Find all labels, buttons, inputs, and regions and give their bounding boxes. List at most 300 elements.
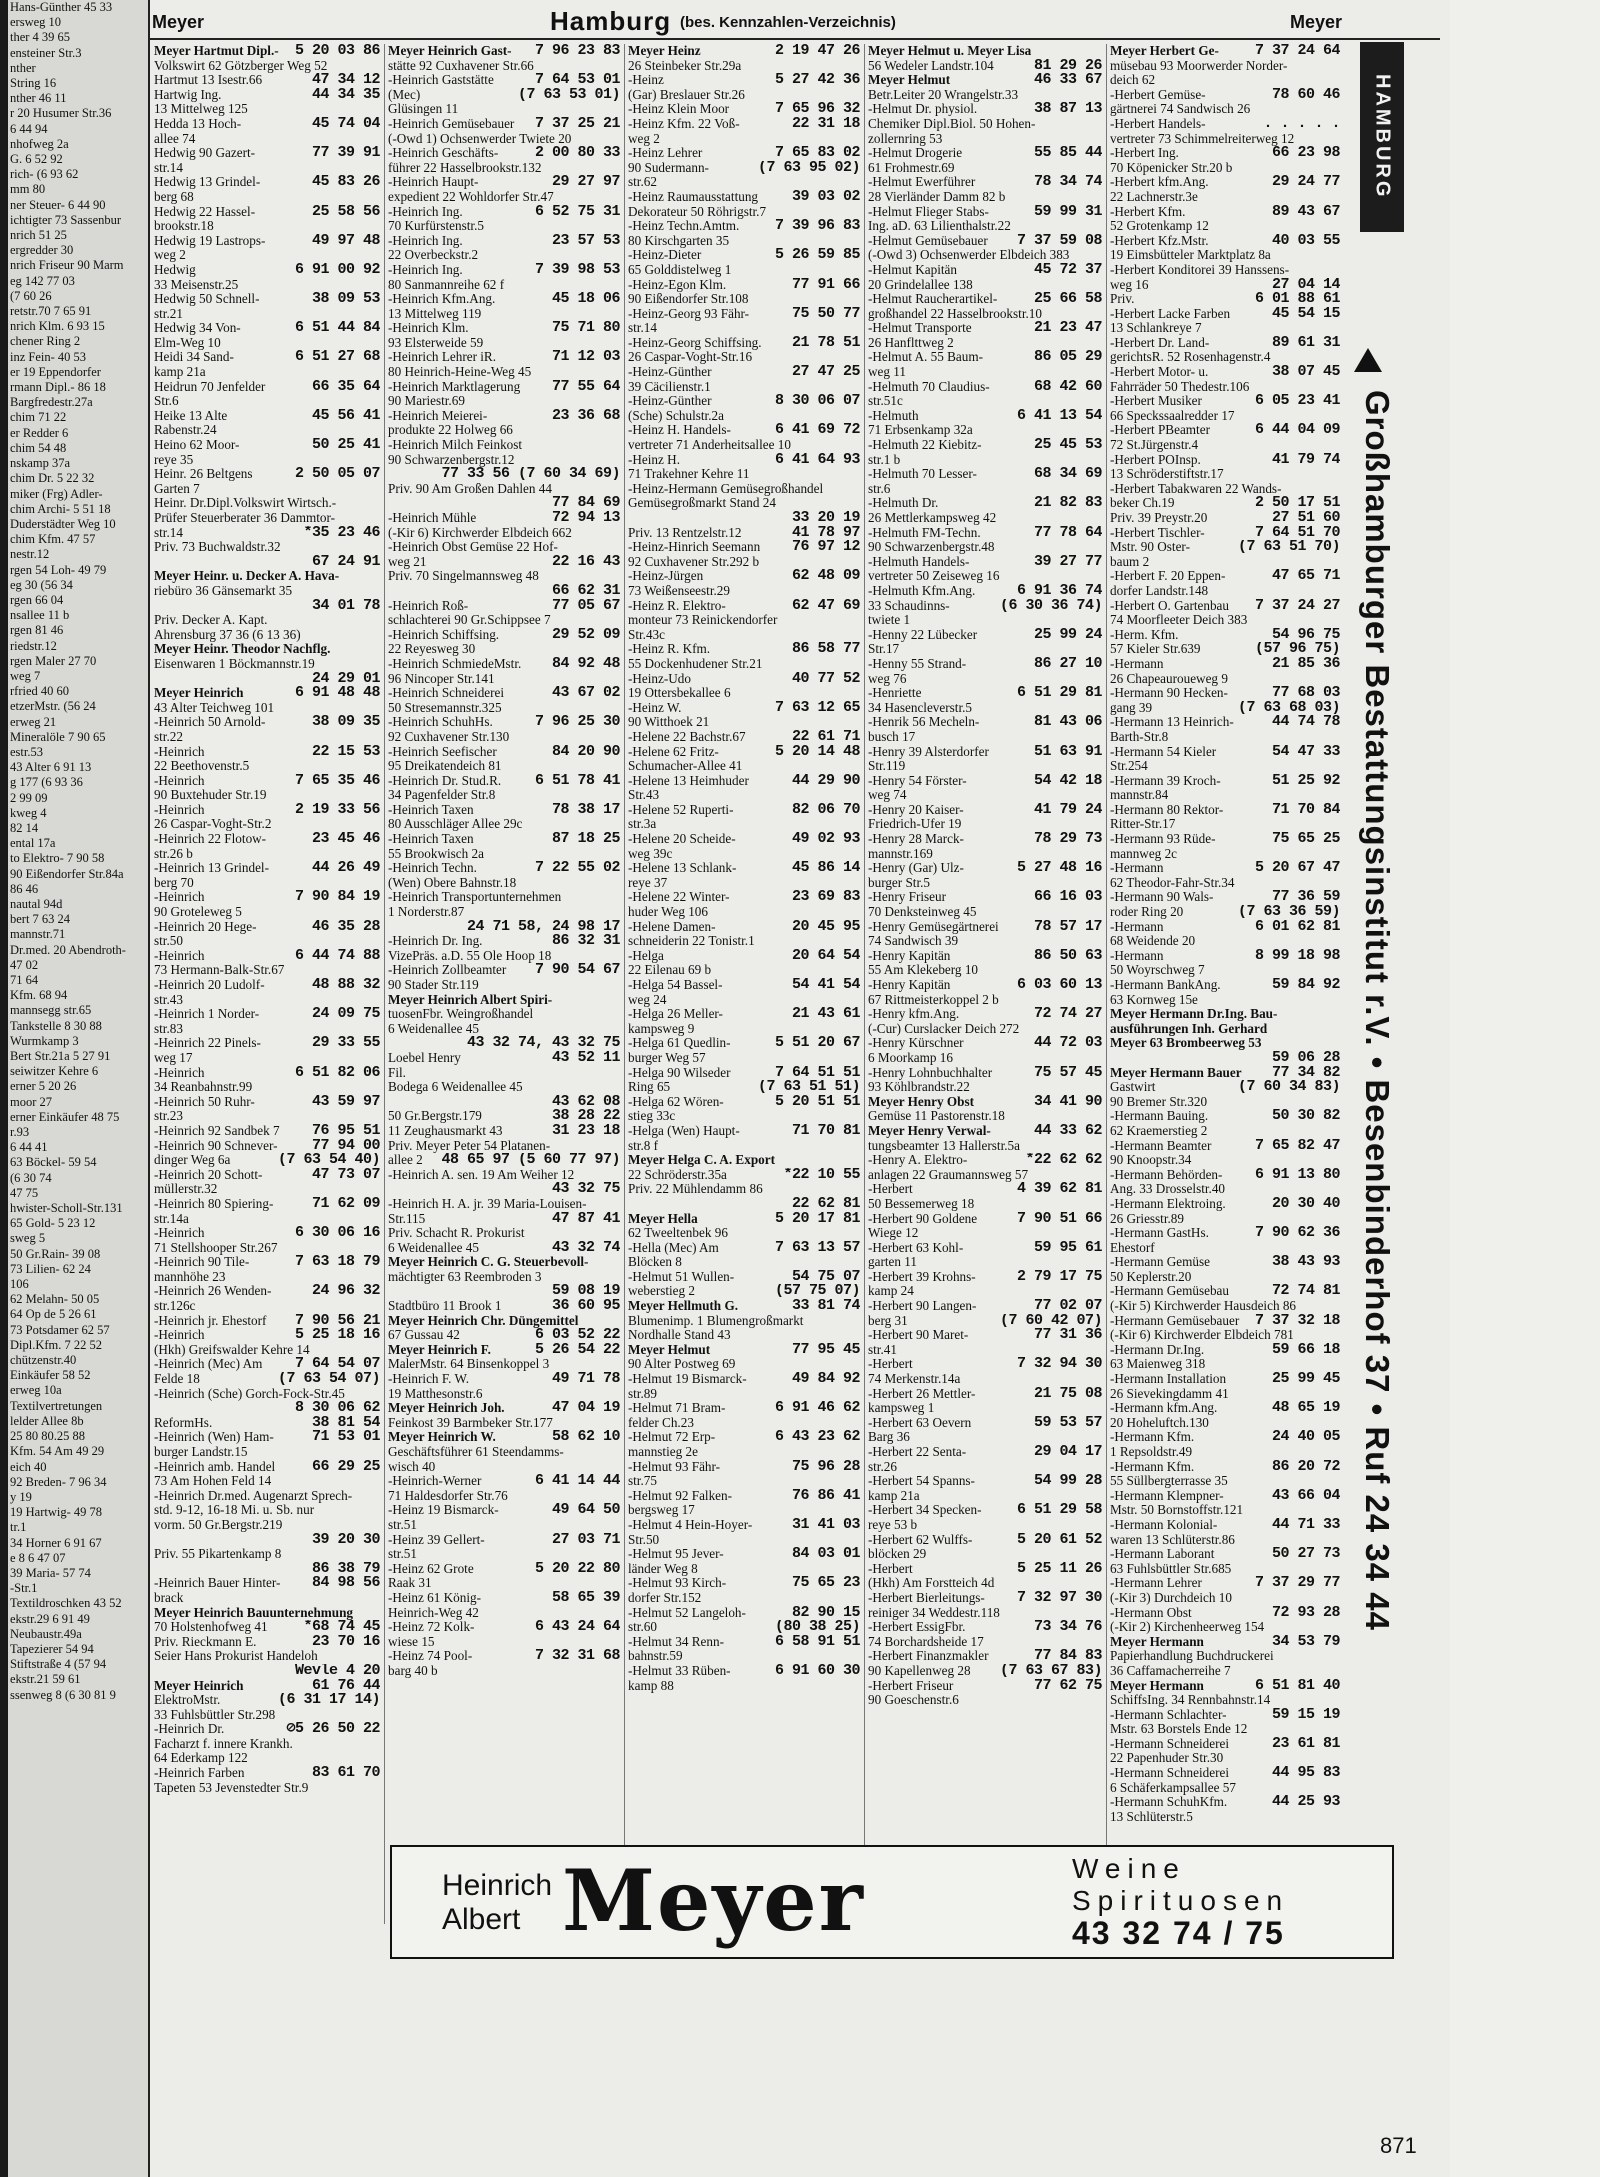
listing-text: 70 Denksteinweg 45 xyxy=(868,905,977,920)
listing-line xyxy=(628,1606,860,1621)
phone-number: 5 25 11 26 xyxy=(1016,1561,1102,1577)
listing-line xyxy=(628,584,860,599)
phone-number: 6 91 00 92 xyxy=(294,262,380,278)
listing-line xyxy=(388,146,620,161)
listing-text: 71 Haldesdorfer Str.76 xyxy=(388,1488,508,1503)
phone-number: 47 87 41 xyxy=(551,1211,620,1227)
listing-line xyxy=(1110,292,1340,307)
listing-text: -Heinrich H. A. jr. 39 Maria-Louisen- xyxy=(388,1196,587,1211)
listing-line xyxy=(1110,540,1340,555)
listing-text: -Herbert Tischler- xyxy=(1110,525,1205,540)
phone-number: 77 68 03 xyxy=(1271,686,1340,701)
phone-number: 77 78 64 xyxy=(1033,525,1102,541)
listing-line xyxy=(868,934,1102,949)
listing-text: Meyer Henry Obst xyxy=(868,1094,974,1109)
prev-page-line: moor 27 xyxy=(10,1094,53,1109)
listing-text: -Herbert 22 Senta- xyxy=(868,1445,967,1459)
listing-line xyxy=(868,1635,1102,1650)
listing-text: -Heinrich Ing. xyxy=(388,262,463,277)
prev-page-line: (6 30 74 xyxy=(10,1170,52,1185)
listing-line xyxy=(388,496,620,511)
phone-number: 6 91 46 62 xyxy=(774,1401,860,1416)
phone-number: 76 97 12 xyxy=(791,540,860,555)
phone-number: 8 99 18 98 xyxy=(1254,948,1340,964)
listing-text: länder Weg 8 xyxy=(628,1561,698,1576)
listing-line xyxy=(388,949,620,964)
listing-line xyxy=(154,1416,380,1431)
phone-number: 25 99 24 xyxy=(1033,627,1102,643)
listing-text: -Henry Lohnbuchhalter xyxy=(868,1065,993,1080)
listing-text: waren 13 Schlüterstr.86 xyxy=(1110,1532,1235,1547)
listing-text: berg 70 xyxy=(154,875,194,890)
listing-line xyxy=(868,248,1102,263)
phone-number: 78 38 17 xyxy=(551,802,620,818)
listing-text: 90 Groteleweg 5 xyxy=(154,905,242,920)
listing-line xyxy=(868,832,1102,847)
phone-number: 44 74 78 xyxy=(1271,715,1340,730)
listing-line xyxy=(1110,423,1340,438)
prev-page-line: y 19 xyxy=(10,1489,32,1504)
phone-number: 49 02 93 xyxy=(791,832,860,847)
listing-line xyxy=(868,336,1102,351)
prev-page-line: weg 7 xyxy=(10,668,41,683)
listing-text: -Helmuth 70 Lesser- xyxy=(868,467,977,482)
listing-text: ReformHs. xyxy=(154,1415,213,1430)
listing-line xyxy=(868,1270,1102,1285)
listing-text: weg 24 xyxy=(628,992,667,1007)
phone-number: 58 62 10 xyxy=(551,1430,620,1445)
listing-line xyxy=(388,1270,620,1285)
listing-line xyxy=(1110,1474,1340,1489)
listing-line xyxy=(628,1635,860,1650)
listing-text: Meyer Heinrich W. xyxy=(388,1430,496,1445)
listing-text xyxy=(154,1562,157,1576)
listing-text: -Hermann Gemüsebau xyxy=(1110,1284,1230,1299)
phone-number: 2 79 17 75 xyxy=(1016,1269,1102,1285)
listing-line xyxy=(388,102,620,117)
listing-text: -Heinrich 13 Grindel- xyxy=(154,861,269,876)
listing-text: Priv. xyxy=(1110,292,1135,307)
listing-text: -Hermann Schlachter- xyxy=(1110,1707,1227,1722)
listing-text: Priv. Schacht R. Prokurist xyxy=(388,1226,525,1241)
listing-line xyxy=(628,774,860,789)
listing-line xyxy=(1110,132,1340,147)
listing-line xyxy=(1110,59,1340,74)
listing-text: Raak 31 xyxy=(388,1576,432,1591)
phone-number: 38 09 53 xyxy=(311,292,380,307)
listing-line xyxy=(868,1197,1102,1212)
listing-text: -Hermann Bauing. xyxy=(1110,1109,1209,1124)
listing-text: str.14a xyxy=(154,1211,189,1226)
listing-line xyxy=(1110,1299,1340,1314)
phone-number: 54 99 28 xyxy=(1033,1474,1102,1489)
phone-number: 8 30 06 07 xyxy=(774,394,860,409)
listing-text: ausführungen Inh. Gerhard xyxy=(1110,1021,1268,1036)
listing-line xyxy=(868,1518,1102,1533)
prev-page-line: tr.1 xyxy=(10,1520,27,1535)
listing-line xyxy=(388,1664,620,1679)
listing-text: -Herbert Friseur xyxy=(868,1678,954,1693)
listing-line xyxy=(628,876,860,891)
listing-line xyxy=(628,423,860,438)
listing-line xyxy=(868,1503,1102,1518)
listing-text: Fahrräder 50 Thedestr.106 xyxy=(1110,379,1250,394)
listing-text: 62 Kraemerstieg 2 xyxy=(1110,1123,1208,1138)
listing-text: kamp 88 xyxy=(628,1678,674,1693)
listing-text: Priv. 55 Pikartenkamp 8 xyxy=(154,1547,282,1562)
phone-number: 75 57 45 xyxy=(1033,1065,1102,1081)
listing-line xyxy=(868,584,1102,599)
listing-line xyxy=(388,1284,620,1299)
listing-text: garten 11 xyxy=(868,1255,917,1270)
listing-line xyxy=(388,453,620,468)
listing-text: -Hermann Schneiderei xyxy=(1110,1766,1230,1781)
listing-line xyxy=(154,1635,380,1650)
listing-line xyxy=(868,1357,1102,1372)
listing-line xyxy=(628,1416,860,1431)
listing-text: 26 Hanflttweg 2 xyxy=(868,335,954,350)
listing-line xyxy=(868,1489,1102,1504)
prev-page-line: ekstr.21 59 61 xyxy=(10,1672,81,1687)
listing-text: weg 17 xyxy=(154,1050,193,1065)
phone-number: *68 74 45 xyxy=(303,1620,380,1635)
listing-line xyxy=(388,1562,620,1577)
phone-number: 44 26 49 xyxy=(311,861,380,876)
listing-line xyxy=(154,1489,380,1504)
listing-text: str.126c xyxy=(154,1299,196,1314)
listing-text: -Heinz H. xyxy=(628,452,680,467)
listing-text: str.60 xyxy=(628,1620,657,1635)
listing-text: 13 Schröderstiftstr.17 xyxy=(1110,467,1224,482)
listing-line xyxy=(868,1066,1102,1081)
phone-number: 45 83 26 xyxy=(311,175,380,190)
listing-text: -Heinz Raumausstattung xyxy=(628,189,759,204)
prev-page-line: riedstr.12 xyxy=(10,638,57,653)
listing-text: -Herbert kfm.Ang. xyxy=(1110,175,1209,190)
phone-number: 47 04 19 xyxy=(551,1401,620,1416)
listing-text: vertreter 71 Anderheitsallee 10 xyxy=(628,438,791,453)
listing-line xyxy=(388,540,620,555)
listing-line xyxy=(628,1387,860,1402)
listing-line xyxy=(628,1503,860,1518)
listing-text: -Heinrich Zollbeamter xyxy=(388,963,507,978)
listing-line xyxy=(1110,686,1340,701)
phone-number: 49 97 48 xyxy=(311,233,380,249)
listing-text: Hedwig 34 Von- xyxy=(154,321,241,336)
phone-number: (7 63 51 70) xyxy=(1237,540,1340,555)
listing-text: -Hermann Klempner- xyxy=(1110,1488,1224,1503)
phone-number: 24 71 58, 24 98 17 xyxy=(466,919,620,935)
phone-number: 22 62 81 xyxy=(791,1196,860,1212)
listing-text: -Helmut A. 55 Baum- xyxy=(868,350,984,365)
listing-line xyxy=(154,1664,380,1679)
listing-text: -Heinz-Günther xyxy=(628,394,712,409)
listing-text: müsebau 93 Moorwerder Norder- xyxy=(1110,58,1288,73)
listing-line xyxy=(388,657,620,672)
listing-line xyxy=(868,511,1102,526)
listing-line xyxy=(1110,234,1340,249)
listing-line xyxy=(868,876,1102,891)
phone-number: 77 31 36 xyxy=(1033,1328,1102,1343)
listing-text: -Helene 22 Winter- xyxy=(628,890,730,905)
listing-line xyxy=(388,642,620,657)
listing-text: bahnstr.59 xyxy=(628,1649,683,1664)
listing-text: mannstieg 2e xyxy=(628,1445,698,1459)
listing-text: -Helmuth FM-Techn. xyxy=(868,525,981,540)
prev-page-line: nther xyxy=(10,60,36,75)
listing-line xyxy=(154,394,380,409)
phone-number: 62 47 69 xyxy=(791,598,860,614)
listing-text: Hedwig 90 Gazert- xyxy=(154,146,256,161)
listing-text: -Herbert Gemüse- xyxy=(1110,87,1206,102)
phone-number: 82 90 15 xyxy=(791,1605,860,1621)
listing-line xyxy=(1110,1781,1340,1796)
phone-number: 34 53 79 xyxy=(1271,1634,1340,1650)
listing-text: str.3a xyxy=(628,817,657,832)
listing-text: reye 37 xyxy=(628,875,668,890)
listing-text: -Heinrich Meierei- xyxy=(388,408,488,423)
listing-line xyxy=(154,1708,380,1723)
prev-page-line: 43 Alter 6 91 13 xyxy=(10,760,92,775)
listing-text: -Heinrich Marktlagerung xyxy=(388,379,521,394)
phone-number: 21 75 08 xyxy=(1033,1386,1102,1402)
phone-number: 25 66 58 xyxy=(1033,292,1102,307)
listing-line xyxy=(388,876,620,891)
listing-line xyxy=(388,132,620,147)
listing-text: 56 Wedeler Landstr.104 xyxy=(868,58,994,73)
listing-text: 36 Caffamacherreihe 7 xyxy=(1110,1663,1231,1678)
listing-text: 90 Buxtehuder Str.19 xyxy=(154,788,267,803)
listing-line xyxy=(628,1620,860,1635)
listing-text: str.1 b xyxy=(868,452,901,467)
listing-text: reiniger 34 Weddestr.118 xyxy=(868,1605,1000,1620)
phone-number: 2 50 17 51 xyxy=(1254,496,1340,511)
phone-number: 2 19 33 56 xyxy=(294,802,380,818)
phone-number: 6 30 06 16 xyxy=(294,1226,380,1241)
listing-line xyxy=(154,1401,380,1416)
listing-line xyxy=(868,438,1102,453)
phone-number: 38 28 22 xyxy=(551,1109,620,1124)
listing-text: busch 17 xyxy=(868,729,916,744)
phone-number: 5 20 61 52 xyxy=(1016,1532,1102,1548)
phone-number: 31 41 03 xyxy=(791,1517,860,1533)
listing-text: -Heinrich Klm. xyxy=(388,321,469,336)
listing-line xyxy=(154,1562,380,1577)
listing-line xyxy=(388,1474,620,1489)
listing-text: -Herbert 34 Specken- xyxy=(868,1503,982,1518)
listing-line xyxy=(628,1212,860,1227)
listing-line xyxy=(388,307,620,322)
phone-number: 86 50 63 xyxy=(1033,948,1102,964)
prev-page-line: 25 80 80.25 88 xyxy=(10,1429,85,1444)
listing-line xyxy=(154,642,380,657)
listing-line xyxy=(388,88,620,103)
phone-number: 25 99 45 xyxy=(1271,1372,1340,1387)
listing-line xyxy=(388,715,620,730)
phone-number: 77 84 69 xyxy=(551,496,620,511)
listing-line xyxy=(388,803,620,818)
prev-page-line: 86 46 xyxy=(10,881,39,896)
listing-text: -Helmut 93 Kirch- xyxy=(628,1576,727,1591)
phone-number: 6 03 52 22 xyxy=(534,1328,620,1343)
prev-page-line: ental 17a xyxy=(10,836,56,851)
listing-text: 55 Dockenhudener Str.21 xyxy=(628,656,763,671)
prev-page-line: ichtigter 73 Sassenbur xyxy=(10,212,122,227)
phone-number: 68 34 69 xyxy=(1033,467,1102,482)
listing-text: -Helga xyxy=(628,948,664,963)
listing-text: -Heinrich Techn. xyxy=(388,861,477,876)
prev-page-line: estr.53 xyxy=(10,744,43,759)
listing-line xyxy=(154,686,380,701)
listing-line xyxy=(388,248,620,263)
listing-text: str.14 xyxy=(628,321,657,336)
listing-text: reye 35 xyxy=(154,452,194,467)
listing-text: -Helga 61 Quedlin- xyxy=(628,1036,731,1051)
phone-number: 7 37 29 77 xyxy=(1254,1576,1340,1591)
listing-text: 26 Caspar-Voght-Str.16 xyxy=(628,350,753,365)
listing-text: 26 Mettlerkampsweg 42 xyxy=(868,511,997,525)
listing-line xyxy=(628,190,860,205)
listing-line xyxy=(388,1080,620,1095)
listing-line xyxy=(154,73,380,88)
listing-line xyxy=(628,59,860,74)
listing-text: Str.6 xyxy=(154,394,179,409)
listing-text: 90 Stader Str.119 xyxy=(388,978,479,992)
listing-text: -Henriette xyxy=(868,686,922,701)
listing-text: 50 Stresemannstr.325 xyxy=(388,700,502,715)
phone-number: 6 44 74 88 xyxy=(294,948,380,964)
prev-page-line: mannstr.71 xyxy=(10,927,66,942)
listing-text: roder Ring 20 xyxy=(1110,905,1184,920)
prev-page-line: 71 64 xyxy=(10,973,39,987)
prev-page-line: nsallee 11 b xyxy=(10,608,70,623)
listing-text: Elm-Weg 10 xyxy=(154,335,221,350)
listing-line xyxy=(868,321,1102,336)
listing-line xyxy=(868,1139,1102,1154)
listing-text: 19 Matthesonstr.6 xyxy=(388,1386,483,1401)
phone-number: 6 43 23 62 xyxy=(774,1430,860,1445)
column-divider xyxy=(384,44,385,1924)
prev-page-line: 64 Op de 5 26 61 xyxy=(10,1307,97,1322)
listing-text: Stadtbüro 11 Brook 1 xyxy=(388,1299,502,1314)
listing-line xyxy=(154,788,380,803)
listing-line xyxy=(628,642,860,657)
listing-line xyxy=(628,847,860,862)
listing-text: 20 Hoheluftch.130 xyxy=(1110,1415,1209,1430)
listing-line xyxy=(1110,1751,1340,1766)
listing-line xyxy=(154,1284,380,1299)
listing-line xyxy=(388,890,620,905)
header-subtitle: (bes. Kennzahlen-Verzeichnis) xyxy=(680,14,896,31)
listing-text: Priv. 39 Preystr.20 xyxy=(1110,511,1208,525)
phone-number: 27 04 14 xyxy=(1271,277,1340,293)
listing-text: großhandel 22 Hasselbrookstr.10 xyxy=(868,306,1042,321)
listing-line xyxy=(388,788,620,803)
listing-line xyxy=(154,438,380,453)
listing-line xyxy=(1110,1036,1340,1051)
listing-text: -Helga 54 Bassel- xyxy=(628,978,723,992)
column-divider xyxy=(1106,44,1107,1924)
prev-page-line: Einkäufer 58 52 xyxy=(10,1368,91,1383)
listing-line xyxy=(868,394,1102,409)
listing-line xyxy=(154,175,380,190)
listing-text: Tapeten 53 Jevenstedter Str.9 xyxy=(154,1780,309,1795)
listing-line xyxy=(1110,365,1340,380)
listing-line xyxy=(154,1328,380,1343)
listing-text: 13 Mittelweg 119 xyxy=(388,306,482,321)
phone-number: 29 04 17 xyxy=(1033,1445,1102,1460)
listing-line xyxy=(868,1562,1102,1577)
listing-text: -Helmut Gemüsebauer xyxy=(868,233,988,248)
listing-text: stieg 33c xyxy=(628,1109,676,1124)
listing-line xyxy=(868,1226,1102,1241)
phone-number: 33 81 74 xyxy=(791,1299,860,1314)
prev-page-line: rich- (6 93 62 xyxy=(10,167,79,182)
listing-line xyxy=(868,1109,1102,1124)
listing-line xyxy=(1110,117,1340,132)
phone-number: 59 15 19 xyxy=(1271,1707,1340,1723)
listing-line xyxy=(154,88,380,103)
phone-number: 23 70 16 xyxy=(311,1634,380,1650)
phone-number: 50 27 73 xyxy=(1271,1547,1340,1562)
listing-text: -Helmut Raucherartikel- xyxy=(868,292,998,307)
phone-number: 5 20 51 51 xyxy=(774,1094,860,1110)
listing-text: Str.115 xyxy=(388,1211,426,1226)
listing-text: 80 Kirschgarten 35 xyxy=(628,233,730,248)
listing-text: Hartwig Ing. xyxy=(154,87,222,102)
listing-text: Meyer Herbert Ge- xyxy=(1110,44,1219,58)
listing-line xyxy=(388,1343,620,1358)
listing-line xyxy=(388,1226,620,1241)
listing-line xyxy=(388,409,620,424)
listing-text: -Hermann Beamter xyxy=(1110,1138,1212,1153)
phone-number: 27 51 60 xyxy=(1271,511,1340,526)
listing-line xyxy=(868,569,1102,584)
listing-line xyxy=(628,1401,860,1416)
listing-text: tuosenFbr. Weingroßhandel xyxy=(388,1007,534,1022)
listing-text: Barg 36 xyxy=(868,1430,910,1445)
listing-text: -Hermann Kolonial- xyxy=(1110,1517,1218,1532)
listing-text: -Henry A. Elektro- xyxy=(868,1153,968,1168)
listing-text: -Heinrich Ing. xyxy=(388,233,463,248)
listing-text: -Heinrich Dr. Ing. xyxy=(388,934,483,949)
phone-number: 54 96 75 xyxy=(1271,627,1340,643)
listing-line xyxy=(154,1241,380,1256)
listing-line xyxy=(628,1182,860,1197)
listing-text: reye 53 b xyxy=(868,1517,918,1532)
phone-number: 78 60 46 xyxy=(1271,87,1340,103)
listing-line xyxy=(628,467,860,482)
listing-line xyxy=(1110,1007,1340,1022)
listing-line xyxy=(1110,1460,1340,1475)
listing-text: Heinr. Dr.Dipl.Volkswirt Wirtsch.- xyxy=(154,496,337,511)
listing-line xyxy=(868,1460,1102,1475)
listing-text: gang 39 xyxy=(1110,700,1153,715)
listing-text: -Hermann Gemüse xyxy=(1110,1255,1210,1270)
phone-number: 25 45 53 xyxy=(1033,438,1102,453)
phone-number: 43 32 74, 43 32 75 xyxy=(466,1036,620,1051)
listing-text: 55 Am Klekeberg 10 xyxy=(868,963,979,978)
listing-line xyxy=(1110,263,1340,278)
listing-line xyxy=(868,978,1102,993)
listing-text: Meyer Helmut u. Meyer Lisa xyxy=(868,44,1032,58)
phone-number: 38 87 13 xyxy=(1033,102,1102,117)
listing-text: 1 Repsoldstr.49 xyxy=(1110,1445,1193,1459)
prev-page-line: Dr.med. 20 Abendroth- xyxy=(10,942,126,957)
listing-text: -Heinrich Dr.med. Augenarzt Sprech- xyxy=(154,1488,353,1503)
phone-number: 81 43 06 xyxy=(1033,715,1102,730)
phone-number: 22 15 53 xyxy=(311,744,380,760)
